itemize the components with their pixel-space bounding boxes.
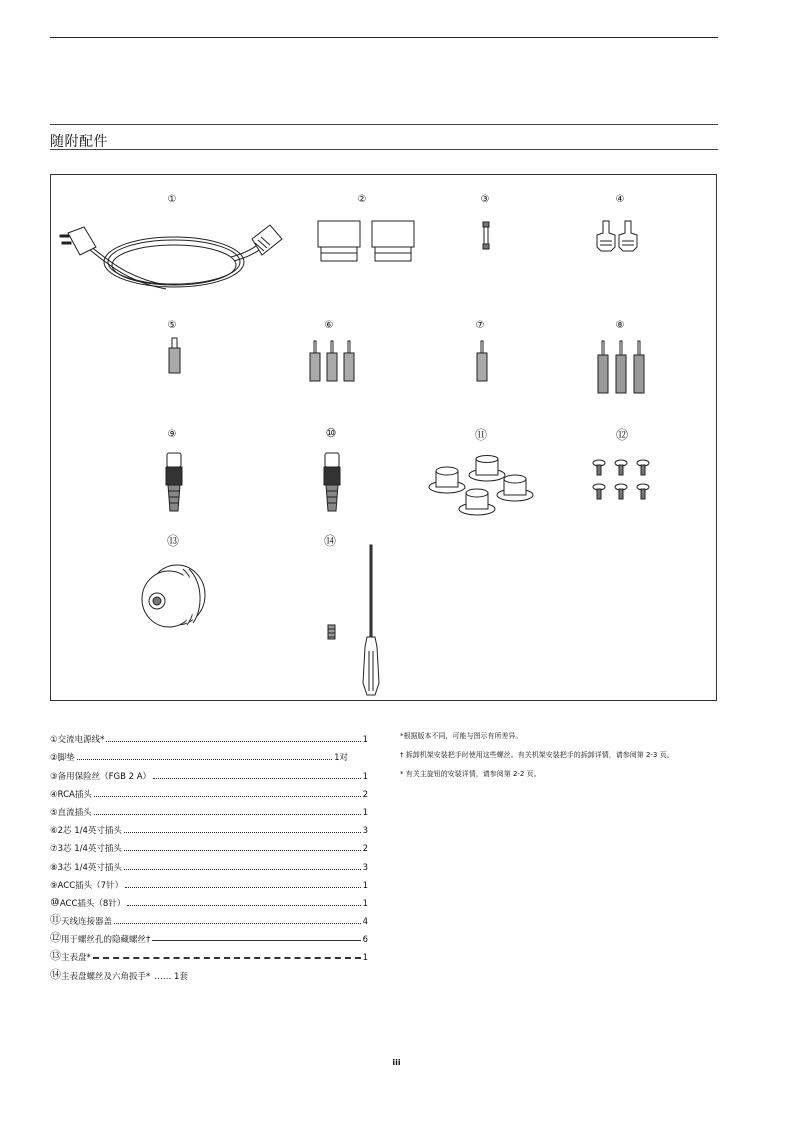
item-label: 脚垫 [57, 753, 75, 764]
item-marker: ⑥ [50, 826, 58, 837]
item-qty: 2 [362, 789, 368, 800]
item-marker: ① [50, 735, 58, 746]
ac-power-cord-icon [56, 213, 288, 305]
figure-marker-6: ⑥ [324, 320, 334, 331]
item-marker: ⑧ [50, 862, 58, 873]
figure-marker-8: ⑧ [615, 320, 625, 331]
item-marker: ⑤ [50, 807, 58, 818]
list-item [50, 909, 368, 927]
list-item [50, 745, 368, 763]
item-qty: 1 [362, 898, 368, 909]
two-core-plug-icon [308, 339, 358, 383]
footnote: *根据版本不同，可能与图示有所差异。 [400, 732, 523, 740]
rca-plug-icon [595, 219, 645, 255]
list-item [50, 782, 368, 800]
accessories-list [50, 727, 368, 982]
list-item [50, 818, 368, 836]
figure-marker-10: ⑩ [325, 426, 337, 440]
item-qty: 3 [362, 826, 368, 837]
acc-plug-7pin-icon [163, 451, 185, 515]
figure-marker-4: ④ [615, 194, 625, 205]
item-marker: ⑦ [50, 844, 58, 855]
item-marker: ⑪ [50, 913, 61, 927]
figure-marker-3: ③ [480, 194, 490, 205]
three-core-plug-set-icon [595, 339, 649, 395]
footnotes [400, 727, 718, 784]
three-core-plug-icon [475, 339, 491, 383]
section-rule-bottom [50, 149, 718, 150]
item-qty: 1对 [334, 753, 348, 764]
item-qty: 1 [362, 807, 368, 818]
item-marker: ② [50, 753, 58, 764]
list-item [50, 854, 368, 872]
item-marker: ⑫ [50, 931, 61, 945]
item-label: ACC插头（8针） [59, 898, 126, 909]
main-dial-icon [137, 561, 209, 633]
section-rule-top [50, 124, 718, 125]
figure-marker-14: ⑭ [323, 534, 336, 548]
figure-marker-7: ⑦ [475, 320, 485, 331]
list-item [50, 836, 368, 854]
item-qty: 1 [362, 735, 368, 746]
item-qty: 1 [362, 771, 368, 782]
list-item [50, 763, 368, 781]
item-marker: ③ [50, 771, 58, 782]
figure-marker-13: ⑬ [166, 534, 179, 548]
item-qty: 4 [362, 917, 368, 928]
item-label: 直流插头 [57, 807, 92, 818]
figure-marker-2: ② [357, 194, 367, 205]
list-item [50, 800, 368, 818]
item-label: 2芯 1/4英寸插头 [57, 826, 122, 837]
item-label: 用于螺丝孔的隐藏螺丝† [61, 935, 151, 946]
figure-marker-9: ⑨ [167, 429, 177, 440]
item-label: 3芯 1/4英寸插头 [57, 844, 122, 855]
page-number: iii [392, 1058, 401, 1067]
footnote: * 有关主旋钮的安装详情，请参阅第 2-2 页。 [400, 770, 541, 778]
footnote: † 拆卸机架安装把手时使用这些螺丝。有关机架安装把手的拆卸详情，请参阅第 2-3 页。 [400, 751, 674, 759]
item-qty: …… 1套 [154, 971, 188, 982]
item-marker: ④ [50, 789, 58, 800]
list-item [50, 873, 368, 891]
antenna-connector-cap-icon [425, 455, 537, 519]
item-marker: ⑩ [50, 895, 60, 909]
item-label: ACC插头（7针） [57, 880, 124, 891]
item-qty: 1 [362, 953, 368, 964]
figure-marker-1: ① [167, 194, 177, 205]
dc-plug-icon [167, 337, 183, 375]
item-label: 主表盘螺丝及六角扳手* [61, 971, 151, 982]
item-label: 天线连接器盖 [61, 917, 113, 928]
item-label: 备用保险丝（FGB 2 A） [57, 771, 152, 782]
section-title: 随附配件 [50, 134, 108, 150]
fuse-icon [481, 221, 491, 251]
item-qty: 3 [362, 862, 368, 873]
acc-plug-8pin-icon [321, 451, 343, 515]
figure-marker-5: ⑤ [167, 320, 177, 331]
hidden-screw-set-icon [591, 457, 655, 507]
item-marker: ⑬ [50, 949, 61, 963]
feet-icon [316, 219, 416, 265]
accessories-figure [50, 174, 717, 701]
item-label: RCA插头 [57, 789, 92, 800]
item-label: 主表盘* [61, 953, 91, 964]
hex-wrench-icon [323, 543, 383, 697]
item-marker: ⑨ [50, 880, 58, 891]
item-label: 交流电源线* [57, 735, 105, 746]
figure-marker-12: ⑫ [615, 428, 628, 442]
item-qty: 1 [362, 880, 368, 891]
figure-marker-11: ⑪ [474, 428, 487, 442]
list-item [50, 963, 368, 981]
item-label: 3芯 1/4英寸插头 [57, 862, 122, 873]
top-rule [50, 37, 718, 38]
list-item [50, 945, 368, 963]
item-qty: 2 [362, 844, 368, 855]
item-qty: 6 [362, 935, 368, 946]
list-item [50, 727, 368, 745]
item-marker: ⑭ [50, 967, 61, 981]
list-item [50, 927, 368, 945]
list-item [50, 891, 368, 909]
